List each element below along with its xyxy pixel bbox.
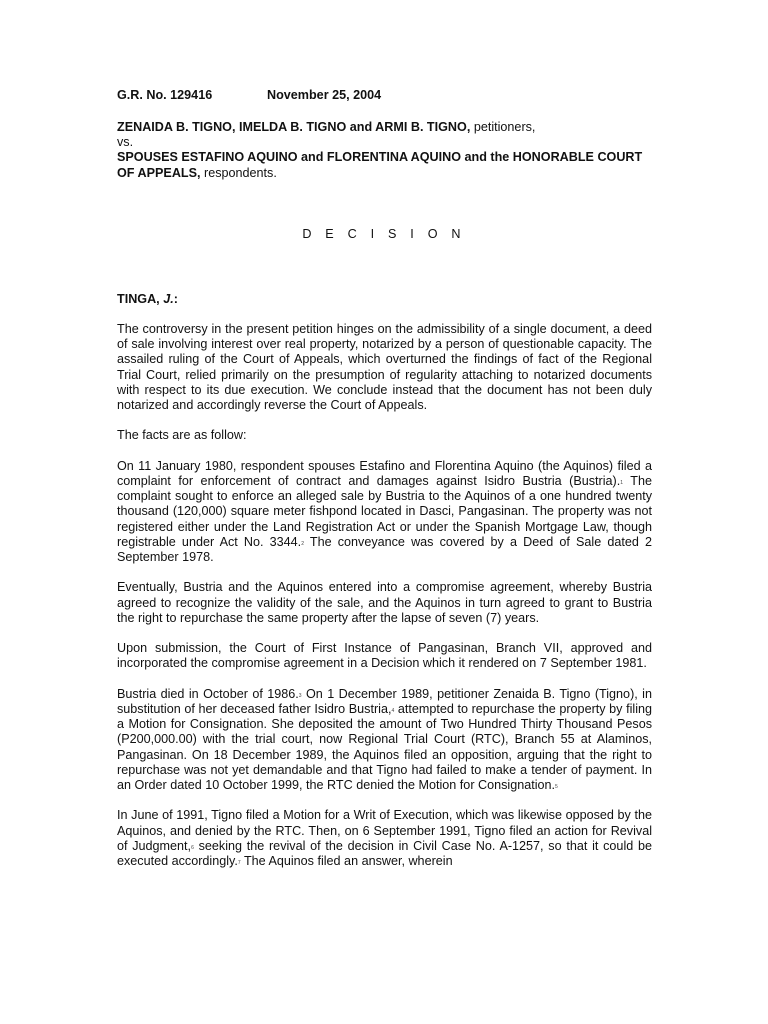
respondents-label: respondents.: [200, 165, 277, 180]
ponente-title: J.: [163, 292, 174, 306]
paragraph-text: On 1 December 1989, petitioner Zenaida B. Tigno (Tigno), in substitution of her deceased father Isidro Bustria,: [117, 686, 652, 716]
respondents-names: SPOUSES ESTAFINO AQUINO and FLORENTINA AQUINO and the HONORABLE COURT OF APPEALS,: [117, 150, 643, 180]
footnote-ref-6[interactable]: 6: [191, 844, 194, 851]
footnote-ref-4[interactable]: 4: [391, 708, 395, 714]
case-parties: [117, 120, 657, 181]
paragraph-6: [117, 687, 652, 793]
paragraph-text: The complaint sought to enforce an alleged sale by Bustria to the Aquinos of a one hundred twenty thousand (120,000) square meter fishpond located in Dasci, Pangasinan. The property was not registered either under the Land Registration Act or under the Spanish Mortgage Law, though registrable under Act No. 3344.: [117, 474, 652, 549]
paragraph-text: In June of 1991, Tigno filed a Motion for a Writ of Execution, which was likewise opposed by the Aquinos, and denied by the RTC. Then, on 6 September 1991, Tigno filed an action for Revival of Judgment,: [117, 808, 652, 853]
respondents-line: [117, 150, 657, 180]
paragraph-text: The conveyance was covered by a Deed of Sale dated 2 September 1978.: [117, 534, 653, 565]
paragraph-text: attempted to repurchase the property by filing a Motion for Consignation. She deposited the amount of Two Hundred Thirty Thousand Pesos (P200,000.00) with the trial court, now Regional Trial Court (RTC), Branch 55 at Alaminos, Pangasinan. On 18 December 1989, the Aquinos filed an opposition, arguing that the right to repurchase was not yet demandable and that Tigno had failed to make a tender of payment. In an Order dated 10 October 1999, the RTC denied the Motion for Consignation.: [117, 702, 653, 793]
paragraph-text: On 11 January 1980, respondent spouses Estafino and Florentina Aquino (the Aquinos) filed a complaint for enforcement of contract and damages against Isidro Bustria (Bustria).: [117, 458, 652, 488]
paragraph-4: Eventually, Bustria and the Aquinos entered into a compromise agreement, whereby Bustria agreed to recognize the validity of the sale, and the Aquinos in turn agreed to grant to Bustria the right to repurchase the same property after the lapse of seven (7) years.: [117, 580, 652, 625]
decision-body: [117, 322, 652, 884]
footnote-ref-1[interactable]: 1: [620, 480, 624, 486]
paragraph-text: The Aquinos filed an answer, wherein: [240, 854, 453, 869]
gr-number: G.R. No. 129416: [117, 88, 213, 102]
paragraph-5: Upon submission, the Court of First Instance of Pangasinan, Branch VII, approved and incorporated the compromise agreement in a Decision which it rendered on 7 September 1981.: [117, 641, 652, 671]
case-header: [117, 88, 382, 103]
decision-date: November 25, 2004: [267, 88, 382, 102]
paragraph-text: Bustria died in October of 1986.: [117, 686, 299, 701]
footnote-ref-3[interactable]: 3: [298, 692, 302, 699]
paragraph-3: [117, 459, 652, 565]
footnote-ref-2[interactable]: 2: [301, 540, 304, 547]
ponente-name: TINGA,: [117, 292, 164, 306]
paragraph-7: [117, 808, 652, 869]
paragraph-2: The facts are as follow:: [117, 428, 247, 443]
footnote-ref-5[interactable]: 5: [555, 784, 558, 791]
paragraph-1: The controversy in the present petition hinges on the admissibility of a single document, a deed of sale involving interest over real property, notarized by a person of questionable capacity. The assailed ruling of the Court of Appeals, which overturned the findings of fact of the Regional Trial Court, relied primarily on the presumption of regularity attaching to notarized documents with respect to its due execution. We conclude instead that the document has not been duly notarized and accordingly reverse the Court of Appeals.: [117, 322, 652, 413]
footnote-ref-7[interactable]: 7: [237, 860, 241, 867]
versus-line: vs.: [117, 135, 134, 150]
petitioners-names: ZENAIDA B. TIGNO, IMELDA B. TIGNO and ARMI B. TIGNO,: [117, 120, 471, 134]
ponente-suffix: :: [173, 292, 178, 306]
petitioners-line: [117, 120, 657, 135]
decision-heading: D E C I S I O N: [302, 227, 466, 241]
ponente: [117, 292, 178, 307]
paragraph-text: seeking the revival of the decision in Civil Case No. A-1257, so that it could be executed accordingly.: [117, 838, 652, 869]
petitioners-label: petitioners,: [470, 120, 536, 134]
